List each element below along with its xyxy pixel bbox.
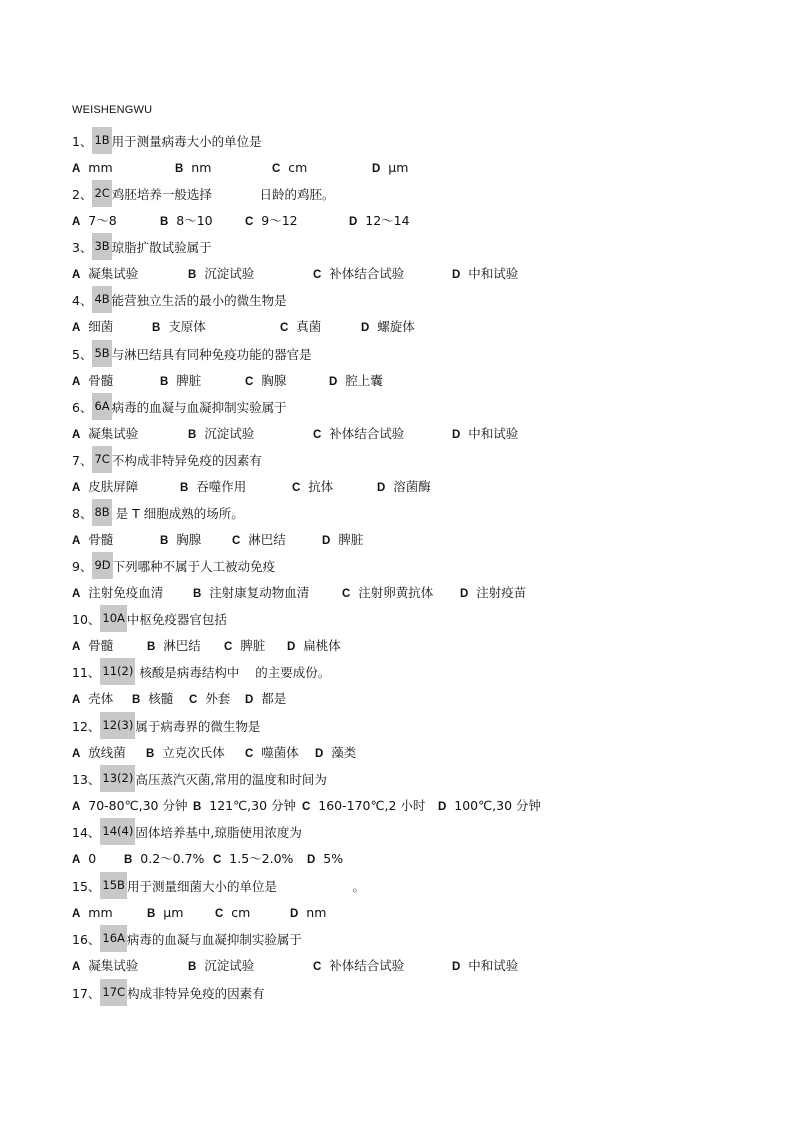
option-text: 凝集试验 — [88, 958, 139, 973]
option-letter: D — [377, 482, 386, 494]
question-text: 病毒的血凝与血凝抑制实验属于 — [126, 932, 302, 947]
option-letter: C — [292, 482, 301, 494]
question-17 — [72, 983, 265, 1003]
option-letter: D — [307, 854, 316, 866]
option-d — [452, 264, 518, 284]
option-letter: A — [72, 854, 81, 866]
option-text: 8～10 — [176, 213, 213, 228]
option-text: nm — [306, 905, 327, 920]
option-a — [72, 477, 138, 497]
option-text: 凝集试验 — [88, 266, 139, 281]
option-c — [302, 796, 425, 816]
option-c — [245, 743, 299, 763]
answer-highlight: 3B — [92, 233, 111, 260]
option-text: 皮肤屏障 — [88, 479, 139, 494]
option-letter: B — [160, 216, 169, 228]
option-c — [232, 530, 286, 550]
answer-highlight: 8B — [92, 499, 111, 526]
question-number: 15、 — [72, 879, 101, 894]
question-4 — [72, 290, 287, 310]
option-a — [72, 636, 113, 656]
option-text: cm — [231, 905, 251, 920]
option-c — [215, 903, 250, 923]
option-letter: D — [349, 216, 358, 228]
option-text: 沉淀试验 — [204, 426, 255, 441]
question-number: 7、 — [72, 453, 93, 468]
option-letter: A — [72, 748, 81, 760]
option-c — [280, 317, 321, 337]
option-letter: B — [193, 801, 202, 813]
option-text: 7～8 — [88, 213, 117, 228]
option-letter: C — [313, 429, 322, 441]
option-d — [438, 796, 541, 816]
option-letter: C — [245, 376, 254, 388]
answer-highlight: 13(2) — [100, 765, 135, 792]
question-number: 2、 — [72, 187, 93, 202]
option-b — [124, 849, 204, 869]
option-letter: D — [287, 641, 296, 653]
option-d — [307, 849, 343, 869]
option-d — [322, 530, 363, 550]
option-b — [160, 211, 213, 231]
question-text: 是 T 细胞成熟的场所。 — [111, 506, 244, 521]
answer-highlight: 15B — [100, 872, 127, 899]
question-12 — [72, 716, 260, 736]
option-a — [72, 796, 187, 816]
option-text: 放线菌 — [88, 745, 126, 760]
option-d — [361, 317, 415, 337]
option-a — [72, 211, 117, 231]
question-number: 6、 — [72, 400, 93, 415]
answer-highlight: 1B — [92, 127, 111, 154]
option-b — [193, 583, 309, 603]
option-c — [245, 371, 286, 391]
answer-highlight: 7C — [92, 446, 111, 473]
question-16 — [72, 929, 302, 949]
option-d — [460, 583, 526, 603]
option-letter: C — [280, 322, 289, 334]
option-a — [72, 530, 113, 550]
option-text: 脾脏 — [176, 373, 202, 388]
option-text: mm — [88, 160, 113, 175]
option-b — [175, 158, 211, 178]
option-letter: D — [315, 748, 324, 760]
option-d — [377, 477, 431, 497]
option-text: 骨髓 — [88, 638, 114, 653]
option-text: 螺旋体 — [377, 319, 415, 334]
option-text: 壳体 — [88, 691, 114, 706]
option-letter: B — [124, 854, 133, 866]
option-a — [72, 583, 163, 603]
option-c — [245, 211, 298, 231]
option-c — [342, 583, 433, 603]
option-c — [313, 264, 404, 284]
option-d — [287, 636, 341, 656]
option-d — [349, 211, 410, 231]
option-b — [147, 903, 183, 923]
option-text: 胸腺 — [176, 532, 202, 547]
question-text: 高压蒸汽灭菌,常用的温度和时间为 — [135, 772, 327, 787]
question-number: 9、 — [72, 559, 93, 574]
option-text: 外套 — [205, 691, 231, 706]
option-text: 70-80℃,30 分钟 — [88, 798, 188, 813]
option-letter: B — [147, 908, 156, 920]
option-letter: A — [72, 908, 81, 920]
option-text: 凝集试验 — [88, 426, 139, 441]
question-text: 用于测量细菌大小的单位是 。 — [126, 879, 365, 894]
question-1 — [72, 131, 262, 151]
option-text: μm — [163, 905, 184, 920]
option-letter: D — [452, 429, 461, 441]
option-text: 细菌 — [88, 319, 114, 334]
option-letter: C — [245, 216, 254, 228]
option-letter: A — [72, 694, 81, 706]
question-number: 16、 — [72, 932, 101, 947]
question-number: 3、 — [72, 240, 93, 255]
option-letter: A — [72, 269, 81, 281]
option-c — [213, 849, 293, 869]
option-d — [452, 424, 518, 444]
option-text: 5% — [323, 851, 344, 866]
option-text: 吞噬作用 — [196, 479, 247, 494]
option-letter: A — [72, 322, 81, 334]
option-letter: B — [152, 322, 161, 334]
question-number: 5、 — [72, 347, 93, 362]
option-letter: D — [322, 535, 331, 547]
option-a — [72, 743, 126, 763]
option-letter: D — [329, 376, 338, 388]
option-text: 噬菌体 — [261, 745, 299, 760]
option-text: 160-170℃,2 小时 — [318, 798, 426, 813]
option-letter: D — [290, 908, 299, 920]
option-text: 骨髓 — [88, 532, 114, 547]
question-number: 1、 — [72, 134, 93, 149]
option-d — [245, 689, 286, 709]
question-text: 鸡胚培养一般选择 日龄的鸡胚。 — [111, 187, 335, 202]
answer-highlight: 2C — [92, 180, 111, 207]
document-title: WEISHENGWU — [72, 104, 153, 116]
option-text: 淋巴结 — [163, 638, 201, 653]
question-text: 能营独立生活的最小的微生物是 — [111, 293, 287, 308]
answer-highlight: 10A — [100, 605, 127, 632]
question-7 — [72, 450, 262, 470]
option-b — [160, 530, 201, 550]
option-text: 脾脏 — [338, 532, 364, 547]
option-letter: A — [72, 801, 81, 813]
option-text: 补体结合试验 — [329, 958, 405, 973]
option-letter: A — [72, 961, 81, 973]
option-text: 9～12 — [261, 213, 298, 228]
option-letter: C — [245, 748, 254, 760]
option-letter: C — [224, 641, 233, 653]
answer-highlight: 9D — [92, 552, 112, 579]
option-a — [72, 371, 113, 391]
option-d — [315, 743, 356, 763]
question-text: 不构成非特异免疫的因素有 — [111, 453, 262, 468]
question-number: 12、 — [72, 719, 101, 734]
answer-highlight: 16A — [100, 925, 127, 952]
option-letter: A — [72, 641, 81, 653]
option-text: μm — [388, 160, 409, 175]
option-text: 沉淀试验 — [204, 958, 255, 973]
option-letter: B — [160, 535, 169, 547]
option-a — [72, 424, 138, 444]
question-text: 属于病毒界的微生物是 — [135, 719, 261, 734]
option-c — [313, 956, 404, 976]
option-letter: A — [72, 588, 81, 600]
question-text: 病毒的血凝与血凝抑制实验属于 — [111, 400, 287, 415]
question-number: 13、 — [72, 772, 101, 787]
option-text: 注射康复动物血清 — [209, 585, 310, 600]
answer-highlight: 11(2) — [100, 658, 135, 685]
option-a — [72, 264, 138, 284]
option-letter: D — [438, 801, 447, 813]
question-text: 固体培养基中,琼脂使用浓度为 — [135, 825, 302, 840]
answer-highlight: 14(4) — [100, 818, 135, 845]
option-a — [72, 849, 96, 869]
option-a — [72, 956, 138, 976]
option-b — [147, 636, 201, 656]
option-text: 注射疫苗 — [476, 585, 527, 600]
option-letter: C — [342, 588, 351, 600]
option-c — [292, 477, 333, 497]
option-letter: B — [175, 163, 184, 175]
option-b — [193, 796, 296, 816]
option-letter: D — [460, 588, 469, 600]
option-text: 胸腺 — [261, 373, 287, 388]
option-text: 100℃,30 分钟 — [454, 798, 542, 813]
question-15 — [72, 876, 365, 896]
option-b — [132, 689, 173, 709]
option-letter: D — [372, 163, 381, 175]
option-a — [72, 689, 113, 709]
option-letter: B — [188, 269, 197, 281]
option-letter: C — [213, 854, 222, 866]
option-text: 0.2～0.7% — [140, 851, 205, 866]
option-d — [372, 158, 408, 178]
option-letter: B — [160, 376, 169, 388]
option-letter: A — [72, 216, 81, 228]
option-b — [152, 317, 206, 337]
option-letter: C — [313, 961, 322, 973]
option-text: 脾脏 — [240, 638, 266, 653]
option-letter: D — [452, 269, 461, 281]
question-13 — [72, 769, 327, 789]
option-letter: A — [72, 429, 81, 441]
option-text: cm — [288, 160, 308, 175]
option-c — [189, 689, 230, 709]
option-letter: A — [72, 482, 81, 494]
option-b — [146, 743, 225, 763]
option-letter: C — [302, 801, 311, 813]
question-2 — [72, 184, 335, 204]
option-a — [72, 903, 113, 923]
option-text: nm — [191, 160, 212, 175]
option-text: 中和试验 — [468, 266, 519, 281]
option-a — [72, 158, 113, 178]
answer-highlight: 17C — [100, 979, 127, 1006]
option-text: 中和试验 — [468, 426, 519, 441]
option-letter: D — [452, 961, 461, 973]
question-text: 琼脂扩散试验属于 — [111, 240, 212, 255]
option-text: 注射卵黄抗体 — [358, 585, 434, 600]
question-5 — [72, 344, 312, 364]
question-number: 10、 — [72, 612, 101, 627]
question-text: 中枢免疫器官包括 — [126, 612, 227, 627]
option-c — [224, 636, 265, 656]
option-b — [188, 956, 254, 976]
option-letter: C — [232, 535, 241, 547]
option-text: 都是 — [261, 691, 287, 706]
question-10 — [72, 609, 227, 629]
option-text: 12～14 — [365, 213, 410, 228]
question-11 — [72, 662, 330, 682]
question-text: 与淋巴结具有同种免疫功能的器官是 — [111, 347, 312, 362]
option-text: 中和试验 — [468, 958, 519, 973]
option-d — [290, 903, 326, 923]
option-d — [329, 371, 383, 391]
option-d — [452, 956, 518, 976]
option-letter: A — [72, 376, 81, 388]
option-text: mm — [88, 905, 113, 920]
option-letter: B — [147, 641, 156, 653]
option-text: 注射免疫血清 — [88, 585, 164, 600]
option-text: 腔上囊 — [345, 373, 383, 388]
option-text: 补体结合试验 — [329, 426, 405, 441]
option-b — [180, 477, 246, 497]
option-text: 立克次氏体 — [162, 745, 225, 760]
option-text: 骨髓 — [88, 373, 114, 388]
answer-highlight: 5B — [92, 340, 111, 367]
question-text: 用于测量病毒大小的单位是 — [111, 134, 262, 149]
question-number: 8、 — [72, 506, 93, 521]
question-8 — [72, 503, 244, 523]
option-text: 1.5～2.0% — [229, 851, 294, 866]
option-letter: B — [188, 429, 197, 441]
question-14 — [72, 822, 302, 842]
answer-highlight: 12(3) — [100, 712, 135, 739]
option-letter: B — [146, 748, 155, 760]
option-letter: A — [72, 535, 81, 547]
option-text: 补体结合试验 — [329, 266, 405, 281]
option-letter: B — [193, 588, 202, 600]
option-letter: C — [272, 163, 281, 175]
question-number: 14、 — [72, 825, 101, 840]
option-text: 扁桃体 — [303, 638, 341, 653]
option-letter: C — [215, 908, 224, 920]
option-letter: C — [189, 694, 198, 706]
option-c — [272, 158, 307, 178]
option-c — [313, 424, 404, 444]
question-3 — [72, 237, 212, 257]
question-9 — [72, 556, 275, 576]
option-letter: D — [245, 694, 254, 706]
question-6 — [72, 397, 287, 417]
option-text: 121℃,30 分钟 — [209, 798, 297, 813]
option-text: 真菌 — [296, 319, 322, 334]
question-text: 核酸是病毒结构中 的主要成份。 — [135, 665, 331, 680]
option-text: 抗体 — [308, 479, 334, 494]
option-letter: B — [180, 482, 189, 494]
answer-highlight: 6A — [92, 393, 111, 420]
question-text: 构成非特异免疫的因素有 — [127, 986, 265, 1001]
question-text: 下列哪种不属于人工被动免疫 — [112, 559, 276, 574]
option-b — [188, 424, 254, 444]
option-letter: B — [132, 694, 141, 706]
option-text: 0 — [88, 851, 97, 866]
option-letter: A — [72, 163, 81, 175]
option-text: 沉淀试验 — [204, 266, 255, 281]
question-number: 17、 — [72, 986, 101, 1001]
question-number: 11、 — [72, 665, 101, 680]
option-text: 支原体 — [168, 319, 206, 334]
option-letter: B — [188, 961, 197, 973]
option-b — [188, 264, 254, 284]
option-text: 溶菌酶 — [393, 479, 431, 494]
option-b — [160, 371, 201, 391]
option-a — [72, 317, 113, 337]
option-text: 核髓 — [148, 691, 174, 706]
question-number: 4、 — [72, 293, 93, 308]
option-text: 藻类 — [331, 745, 357, 760]
option-text: 淋巴结 — [248, 532, 286, 547]
answer-highlight: 4B — [92, 286, 111, 313]
option-letter: C — [313, 269, 322, 281]
option-letter: D — [361, 322, 370, 334]
